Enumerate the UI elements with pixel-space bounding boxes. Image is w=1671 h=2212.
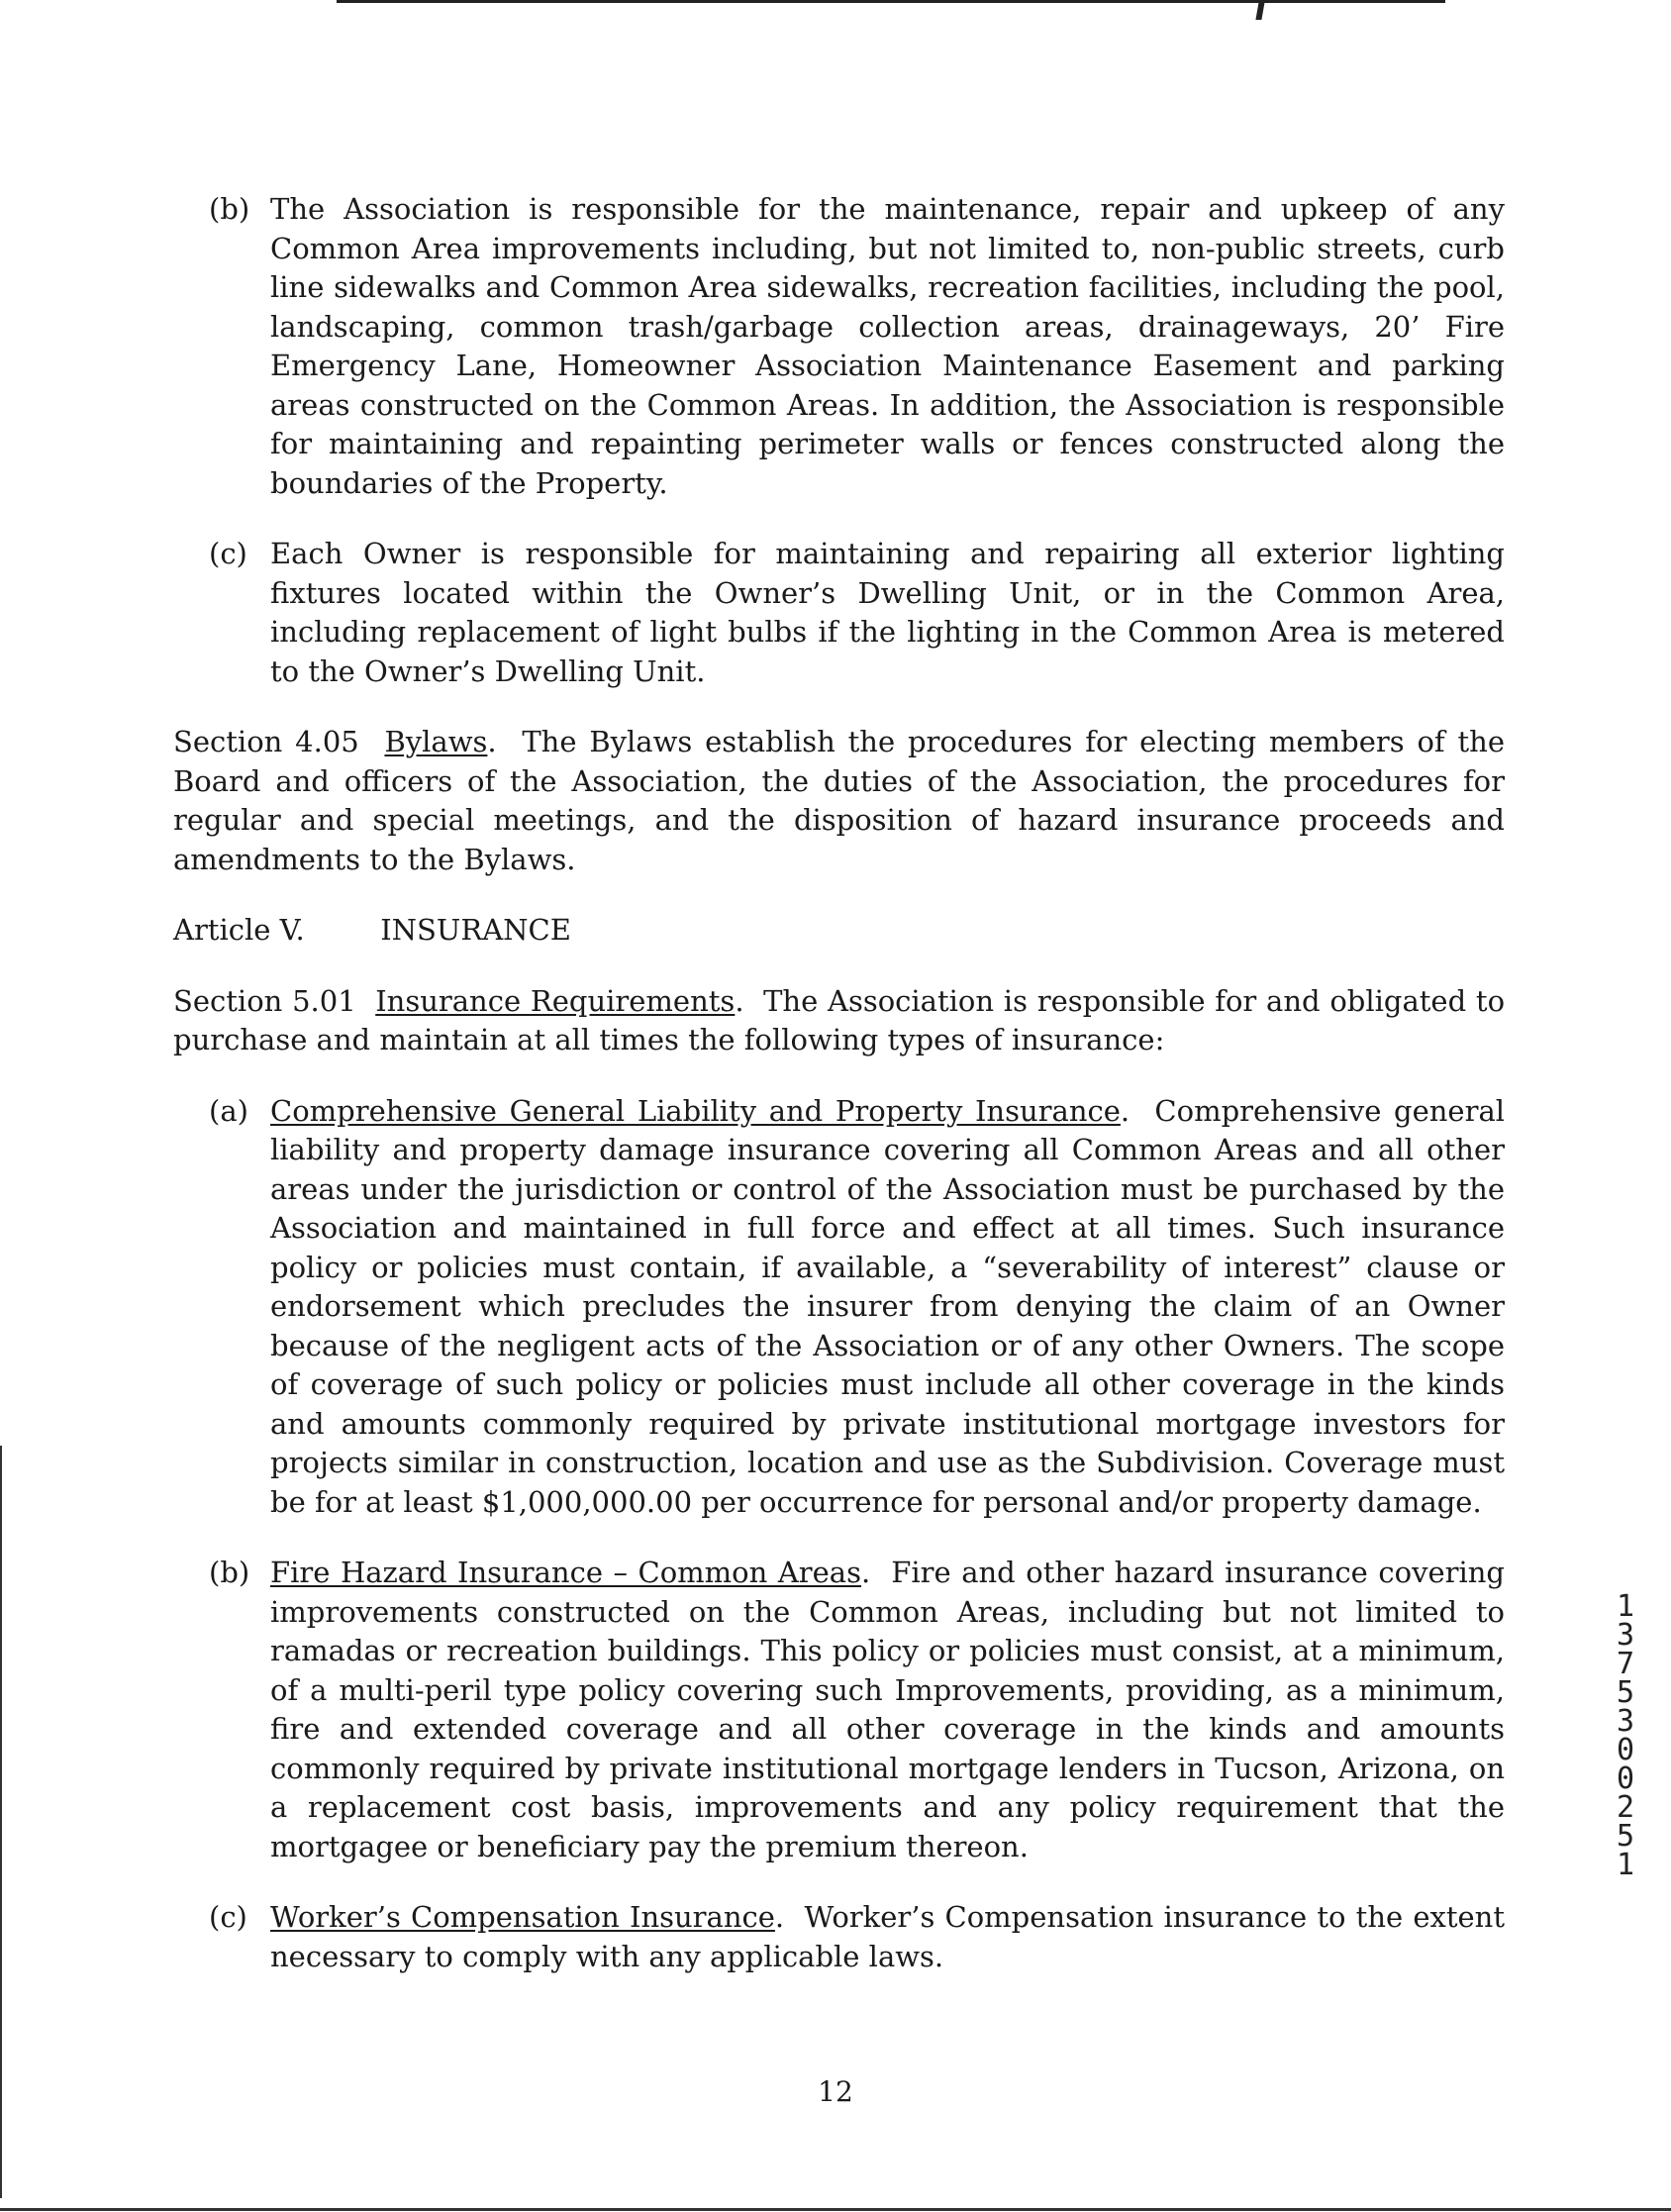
item-c-workers-comp-insurance: (c) Worker’s Compensation Insurance. Worker’s Compensation insurance to the extent necessary to comply with any applicable laws. (209, 1900, 1505, 1973)
item-label: (b) (209, 192, 250, 226)
item-text: Comprehensive general liability and property damage insurance covering all Common Areas and all other areas under the jurisdiction or control of the Association must be purchased by the Association and maintained in full force and effect at all times. Such insurance policy or policies must contain, if available, a “severability of interest” clause or endorsement which precludes the insurer from denying the claim of an Owner because of the negligent acts of the Association or of any other Owners. The scope of coverage of such policy or policies must include all other coverage in the kinds and amounts commonly required by private institutional mortgage investors for projects similar in construction, location and use as the Subdivision. Coverage must be for at least $1,000,000.00 per occurrence for personal and/or property damage. (270, 1093, 1506, 1519)
item-title: Fire Hazard Insurance – Common Areas (270, 1556, 861, 1589)
page-number: 12 (818, 2075, 853, 2108)
bottom-scan-edge (0, 2208, 1671, 2211)
item-label: (a) (209, 1093, 248, 1128)
item-label: (b) (209, 1556, 250, 1589)
item-title: Comprehensive General Liability and Property Insurance (270, 1093, 1121, 1128)
section-title: Insurance Requirements (375, 983, 736, 1018)
item-text: Fire and other hazard insurance covering improvements constructed on the Common Areas, including but not limited to ramadas or recreation buildings. This policy or policies must consist, at a minimum, of a multi-peril type policy covering such Improvements, providing, as a minimum, fire and extended coverage and all other coverage in the kinds and amounts commonly required by private institutional mortgage lenders in Tucson, Arizona, on a replacement cost basis, improvements and any policy requirement that the mortgagee or beneficiary pay the premium thereon. (270, 1556, 1505, 1863)
item-text: Each Owner is responsible for maintaining and repairing all exterior lighting fixtures located within the Owner’s Dwelling Unit, or in the Common Area, including replacement of light bulbs if the lighting in the Common Area is metered to the Owner’s Dwelling Unit. (270, 537, 1505, 688)
section-number: Section 5.01 (173, 983, 356, 1018)
section-5-01: Section 5.01 Insurance Requirements. The Association is responsible for and obligated to purchase and maintain at all times the following types of insurance: (173, 983, 1506, 1056)
section-number: Section 4.05 (173, 725, 359, 758)
recording-stamp: 13753 0025 1 (1616, 1589, 1635, 1882)
article-number: Article V. (173, 913, 305, 947)
item-b-maintenance (173, 190, 1505, 503)
section-4-05: Section 4.05 Bylaws. The Bylaws establish the procedures for electing members of the Board and officers of the Association, the duties of the Association, the procedures for regular and special meetings, and the disposition of hazard insurance proceeds and amendments to the Bylaws. (173, 725, 1506, 876)
top-rule (337, 0, 1445, 3)
item-a-liability-insurance: (a) Comprehensive General Liability and Property Insurance. Comprehensive general liability and property damage insurance covering all Common Areas and all other areas under the jurisdiction or control of the Association must be purchased by the Association and maintained in full force and effect at all times. Such insurance policy or policies must contain, if available, a “severability of interest” clause or endorsement which precludes the insurer from denying the claim of an Owner because of the negligent acts of the Association or of any other Owners. The scope of coverage of such policy or policies must include all other coverage in the kinds and amounts commonly required by private institutional mortgage investors for projects similar in construction, location and use as the Subdivision. Coverage must be for at least $1,000,000.00 per occurrence for personal and/or property damage. (209, 1093, 1506, 1519)
item-c-owner-lighting (173, 535, 1505, 691)
item-title: Worker’s Compensation Insurance (270, 1900, 775, 1934)
item-text: Worker’s Compensation insurance to the extent necessary to comply with any applicable laws. (270, 1900, 1505, 1973)
article-v-heading (173, 911, 1505, 951)
item-label: (c) (209, 1900, 247, 1934)
item-b-fire-hazard-insurance: (b) Fire Hazard Insurance – Common Areas. Fire and other hazard insurance covering improvements constructed on the Common Areas, including but not limited to ramadas or recreation buildings. This policy or policies must consist, at a minimum, of a multi-peril type policy covering such Improvements, providing, as a minimum, fire and extended coverage and all other coverage in the kinds and amounts commonly required by private institutional mortgage lenders in Tucson, Arizona, on a replacement cost basis, improvements and any policy requirement that the mortgagee or beneficiary pay the premium thereon. (209, 1556, 1505, 1863)
section-text: The Bylaws establish the procedures for electing members of the Board and officers of the Association, the duties of the Association, the procedures for regular and special meetings, and the disposition of hazard insurance proceeds and amendments to the Bylaws. (173, 725, 1506, 876)
section-text: The Association is responsible for and obligated to purchase and maintain at all times the following types of insurance: (173, 983, 1506, 1056)
article-title: INSURANCE (380, 913, 571, 947)
item-text: The Association is responsible for the maintenance, repair and upkeep of any Common Area improvements including, but not limited to, non-public streets, curb line sidewalks and Common Area sidewalks, recreation facilities, including the pool, landscaping, common trash/garbage collection areas, drainageways, 20’ Fire Emergency Lane, Homeowner Association Maintenance Easement and parking areas constructed on the Common Areas. In addition, the Association is responsible for maintaining and repainting perimeter walls or fences constructed along the boundaries of the Property. (270, 192, 1505, 500)
top-mark (1255, 2, 1264, 20)
section-title: Bylaws (384, 725, 488, 758)
item-label: (c) (209, 537, 247, 570)
document-body (173, 190, 1505, 2008)
